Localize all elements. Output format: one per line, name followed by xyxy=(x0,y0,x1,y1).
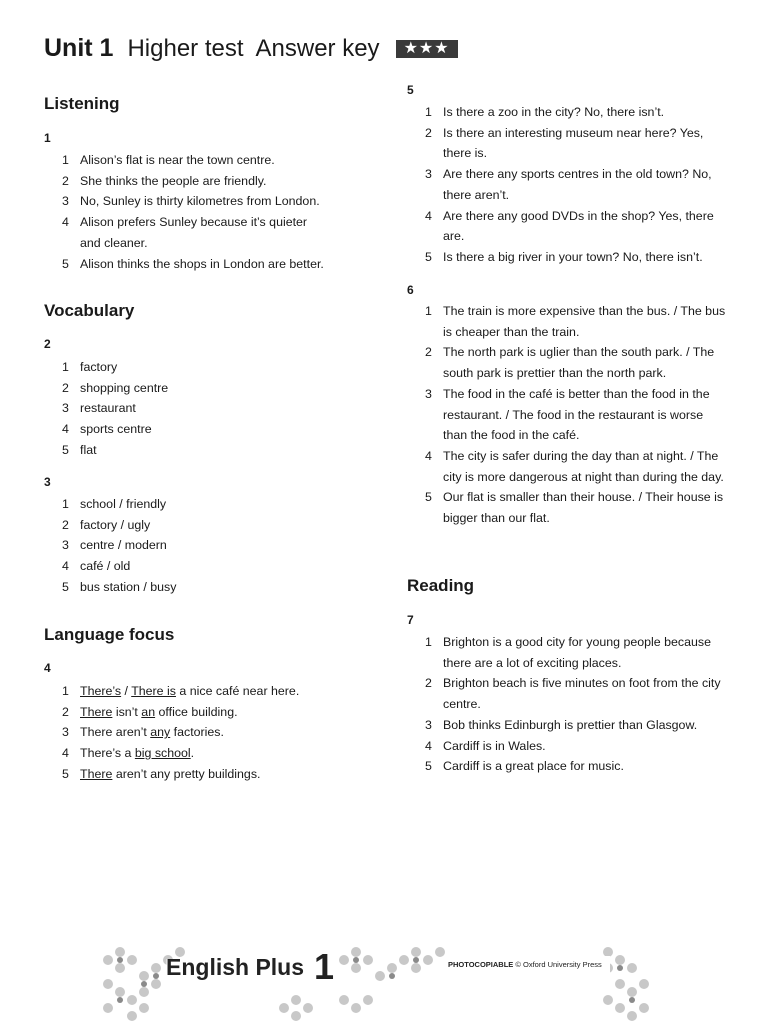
list-item: 3 Are there any sports centres in the old town? No, there aren’t. xyxy=(425,167,712,202)
list-item: 2 There isn’t an office building. xyxy=(62,704,238,719)
list-item: 3 There aren’t any factories. xyxy=(62,725,224,740)
list-item: 4 Alison prefers Sunley because it’s quieter and cleaner. xyxy=(62,215,308,250)
list-item: 3 The food in the café is better than the food in the restaurant. / The food in the restaurant is worse than the food in the café. xyxy=(425,386,710,443)
list-item: 5 bus station / busy xyxy=(62,579,177,594)
list-item: 5 Is there a big river in your town? No, there isn’t. xyxy=(425,249,703,264)
list-item: 4 Are there any good DVDs in the shop? Yes, there are. xyxy=(425,208,714,244)
question-number: 5 xyxy=(407,83,414,97)
answer-list-q2 xyxy=(44,357,364,461)
list-item: 5 flat xyxy=(62,442,97,457)
english-plus-logo: English Plus xyxy=(166,954,305,980)
list-item: 5 Our flat is smaller than their house. / Their house is bigger than our flat. xyxy=(425,490,724,526)
section-title-reading: Reading xyxy=(407,576,475,595)
photocopiable-notice xyxy=(448,960,602,969)
publisher-label: © Oxford University Press xyxy=(515,960,602,969)
list-item: 1 Brighton is a good city for young people because there are a lot of exciting places. xyxy=(425,635,711,670)
list-item: 2 factory / ugly xyxy=(62,517,151,532)
answer-list-q3 xyxy=(44,494,364,598)
list-item: 4 Cardiff is in Wales. xyxy=(425,738,546,753)
list-item: 1 There’s / There is a nice café near here. xyxy=(62,684,300,698)
question-number: 1 xyxy=(44,131,51,145)
level-number: 1 xyxy=(314,946,335,987)
list-item: 1 school / friendly xyxy=(62,497,167,511)
answer-list-q7 xyxy=(407,632,729,777)
list-item: 3 centre / modern xyxy=(62,538,167,553)
page-title xyxy=(44,34,458,63)
test-label: Higher test xyxy=(127,34,244,62)
list-item: 1 The train is more expensive than the bus. / The bus is cheaper than the train. xyxy=(425,304,726,339)
difficulty-stars-badge: ★★★ xyxy=(396,40,458,58)
list-item: 1 factory xyxy=(62,360,118,374)
list-item: 3 restaurant xyxy=(62,401,136,416)
footer-banner xyxy=(94,938,654,1024)
section-title-language-focus: Language focus xyxy=(44,625,175,644)
answer-list-q1 xyxy=(44,150,364,274)
list-item: 5 Alison thinks the shops in London are better. xyxy=(62,256,324,271)
list-item: 3 No, Sunley is thirty kilometres from London. xyxy=(62,194,320,209)
answer-list-q6 xyxy=(407,301,729,529)
question-number: 6 xyxy=(407,283,414,297)
list-item: 2 shopping centre xyxy=(62,380,169,395)
question-number: 4 xyxy=(44,661,51,675)
list-item: 2 The north park is uglier than the south park. / The south park is prettier than the north park. xyxy=(425,345,715,381)
answer-list-q4 xyxy=(44,681,364,785)
list-item: 1 Alison’s flat is near the town centre. xyxy=(62,153,275,167)
question-number: 2 xyxy=(44,337,51,351)
section-title-vocabulary: Vocabulary xyxy=(44,301,135,320)
list-item: 2 She thinks the people are friendly. xyxy=(62,173,267,188)
list-item: 1 Is there a zoo in the city? No, there isn’t. xyxy=(425,105,665,119)
section-title-listening: Listening xyxy=(44,94,120,113)
list-item: 5 There aren’t any pretty buildings. xyxy=(62,766,261,781)
list-item: 3 Bob thinks Edinburgh is prettier than Glasgow. xyxy=(425,717,698,732)
list-item: 4 The city is safer during the day than at night. / The city is more dangerous at night than during the day. xyxy=(425,448,724,484)
question-number: 7 xyxy=(407,613,414,627)
question-number: 3 xyxy=(44,475,51,489)
photocopiable-label: PHOTOCOPIABLE xyxy=(448,960,514,969)
decorative-pattern-icon xyxy=(94,938,654,1024)
list-item: 5 Cardiff is a great place for music. xyxy=(425,759,624,774)
list-item: 2 Brighton beach is five minutes on foot from the city centre. xyxy=(425,676,721,712)
list-item: 2 Is there an interesting museum near here? Yes, there is. xyxy=(425,125,704,161)
list-item: 4 café / old xyxy=(62,559,131,574)
list-item: 4 There’s a big school. xyxy=(62,746,195,761)
answer-key-label: Answer key xyxy=(255,34,380,62)
answer-list-q5 xyxy=(407,102,729,268)
unit-label: Unit 1 xyxy=(44,34,114,62)
list-item: 4 sports centre xyxy=(62,422,152,437)
